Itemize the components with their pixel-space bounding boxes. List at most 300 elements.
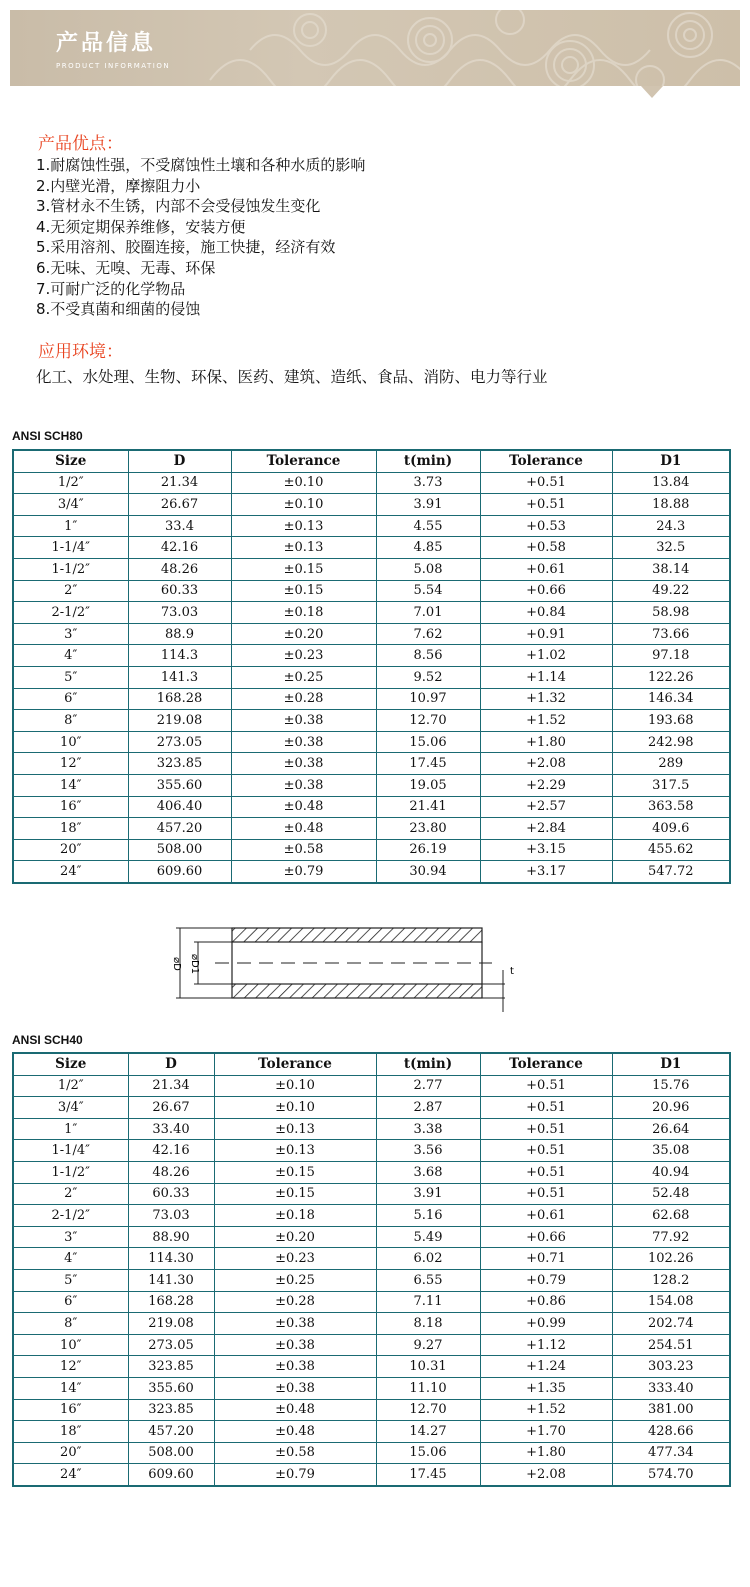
table-cell: 406.40 [128, 796, 231, 818]
table-cell: 3.38 [376, 1118, 480, 1140]
table-cell: 33.40 [128, 1118, 214, 1140]
table-row [13, 666, 730, 688]
table-row [13, 796, 730, 818]
table-cell: 457.20 [128, 818, 231, 840]
table-row [13, 645, 730, 667]
table-cell: +1.24 [480, 1356, 612, 1378]
table-cell: 16″ [13, 796, 128, 818]
table-cell: 219.08 [128, 1313, 214, 1335]
table-cell: 3.91 [376, 494, 480, 516]
table-cell: 114.3 [128, 645, 231, 667]
table-cell: +1.80 [480, 1442, 612, 1464]
table-cell: 254.51 [612, 1334, 730, 1356]
table-cell: 26.67 [128, 1097, 214, 1119]
table-cell: 2″ [13, 1183, 128, 1205]
table-cell: 42.16 [128, 1140, 214, 1162]
table-row [13, 1421, 730, 1443]
table-cell: 409.6 [612, 818, 730, 840]
table-cell: 547.72 [612, 861, 730, 883]
table-cell: ±0.28 [214, 1291, 376, 1313]
table-cell: 12.70 [376, 710, 480, 732]
table-cell: 38.14 [612, 558, 730, 580]
table-cell: +3.17 [480, 861, 612, 883]
table-cell: 141.3 [128, 666, 231, 688]
table-cell: 6.55 [376, 1269, 480, 1291]
table-cell: +0.53 [480, 515, 612, 537]
table-cell: 273.05 [128, 1334, 214, 1356]
table-cell: ±0.18 [231, 602, 376, 624]
table-cell: 1-1/2″ [13, 1161, 128, 1183]
table-cell: +2.08 [480, 1464, 612, 1486]
table-cell: ±0.25 [214, 1269, 376, 1291]
table-cell: 17.45 [376, 1464, 480, 1486]
table-row [13, 1291, 730, 1313]
table-cell: ±0.38 [231, 731, 376, 753]
table-cell: 574.70 [612, 1464, 730, 1486]
table-cell: 58.98 [612, 602, 730, 624]
table-cell: 477.34 [612, 1442, 730, 1464]
table-cell: +1.32 [480, 688, 612, 710]
table-cell: +0.58 [480, 537, 612, 559]
column-header: t(min) [376, 1053, 480, 1075]
table-cell: ±0.13 [214, 1140, 376, 1162]
table-cell: 168.28 [128, 1291, 214, 1313]
column-header: Size [13, 1053, 128, 1075]
table-cell: ±0.15 [231, 558, 376, 580]
table-cell: +0.66 [480, 1226, 612, 1248]
table-cell: 26.64 [612, 1118, 730, 1140]
table-cell: 102.26 [612, 1248, 730, 1270]
table-cell: 73.03 [128, 1205, 214, 1227]
page-subtitle: PRODUCT INFORMATION [56, 62, 171, 70]
list-item: 2.内壁光滑，摩擦阻力小 [36, 176, 201, 195]
table-cell: +1.35 [480, 1377, 612, 1399]
table-cell: 8.18 [376, 1313, 480, 1335]
table-row [13, 1161, 730, 1183]
table-cell: ±0.13 [231, 515, 376, 537]
table-cell: ±0.79 [231, 861, 376, 883]
table-cell: 12″ [13, 1356, 128, 1378]
table-cell: ±0.10 [214, 1097, 376, 1119]
table-row [13, 1097, 730, 1119]
table-cell: 4.85 [376, 537, 480, 559]
table-row [13, 688, 730, 710]
table-cell: 10″ [13, 1334, 128, 1356]
table-cell: 88.90 [128, 1226, 214, 1248]
table-cell: 1-1/2″ [13, 558, 128, 580]
table-cell: ±0.38 [214, 1334, 376, 1356]
table-cell: 32.5 [612, 537, 730, 559]
table-cell: 4″ [13, 645, 128, 667]
table-cell: 1/2″ [13, 1075, 128, 1097]
table-row [13, 1313, 730, 1335]
table-cell: +2.08 [480, 753, 612, 775]
table-cell: 23.80 [376, 818, 480, 840]
table-cell: 168.28 [128, 688, 231, 710]
table-cell: 2-1/2″ [13, 1205, 128, 1227]
table-cell: 10″ [13, 731, 128, 753]
table-row [13, 1399, 730, 1421]
table-row [13, 710, 730, 732]
table-cell: 1/2″ [13, 472, 128, 494]
table-cell: 24″ [13, 861, 128, 883]
table-cell: 7.01 [376, 602, 480, 624]
table-cell: 15.06 [376, 731, 480, 753]
table-cell: +0.51 [480, 1161, 612, 1183]
table-cell: 323.85 [128, 1356, 214, 1378]
table-cell: 323.85 [128, 1399, 214, 1421]
list-item: 3.管材永不生锈，内部不会受侵蚀发生变化 [36, 197, 321, 216]
list-item: 8.不受真菌和细菌的侵蚀 [36, 300, 201, 319]
table-cell: 60.33 [128, 1183, 214, 1205]
table-cell: +1.80 [480, 731, 612, 753]
table-row [13, 1205, 730, 1227]
table-cell: 48.26 [128, 1161, 214, 1183]
table-cell: ±0.23 [214, 1248, 376, 1270]
banner-notch [641, 86, 663, 98]
table-cell: 193.68 [612, 710, 730, 732]
column-header: Size [13, 450, 128, 472]
table-cell: 60.33 [128, 580, 231, 602]
header-banner [10, 10, 740, 86]
table-cell: 333.40 [612, 1377, 730, 1399]
table-cell: +0.84 [480, 602, 612, 624]
column-header: D1 [612, 1053, 730, 1075]
table-cell: 609.60 [128, 861, 231, 883]
table-cell: 3/4″ [13, 494, 128, 516]
table-cell: 7.62 [376, 623, 480, 645]
table-cell: +0.79 [480, 1269, 612, 1291]
table-cell: +2.57 [480, 796, 612, 818]
inner-diameter-label: ⌀D1 [189, 953, 200, 975]
table-cell: 21.41 [376, 796, 480, 818]
spec-table-sch80 [12, 449, 731, 884]
outer-diameter-label: ⌀D [171, 957, 182, 971]
table-cell: 273.05 [128, 731, 231, 753]
table-cell: 4″ [13, 1248, 128, 1270]
table-row [13, 515, 730, 537]
table-cell: ±0.38 [214, 1313, 376, 1335]
table-cell: ±0.38 [231, 753, 376, 775]
table-cell: 33.4 [128, 515, 231, 537]
table-cell: 97.18 [612, 645, 730, 667]
table-cell: 1″ [13, 515, 128, 537]
table-cell: ±0.20 [214, 1226, 376, 1248]
table-row [13, 818, 730, 840]
table-cell: 35.08 [612, 1140, 730, 1162]
table-cell: ±0.15 [214, 1183, 376, 1205]
table-cell: ±0.10 [214, 1075, 376, 1097]
table-cell: 3.73 [376, 472, 480, 494]
table-label-sch40: ANSI SCH40 [12, 1033, 83, 1047]
table-cell: 73.03 [128, 602, 231, 624]
table-cell: 52.48 [612, 1183, 730, 1205]
table-cell: 26.19 [376, 839, 480, 861]
table-row [13, 861, 730, 883]
table-row [13, 1248, 730, 1270]
application-title: 应用环境： [38, 342, 123, 362]
table-cell: 18.88 [612, 494, 730, 516]
table-cell: 508.00 [128, 839, 231, 861]
table-cell: 20″ [13, 1442, 128, 1464]
table-cell: 12″ [13, 753, 128, 775]
table-cell: 30.94 [376, 861, 480, 883]
table-cell: 21.34 [128, 1075, 214, 1097]
table-cell: ±0.18 [214, 1205, 376, 1227]
table-row [13, 623, 730, 645]
table-cell: +0.61 [480, 1205, 612, 1227]
table-cell: 40.94 [612, 1161, 730, 1183]
table-cell: 3.56 [376, 1140, 480, 1162]
table-cell: +1.52 [480, 710, 612, 732]
table-cell: +0.51 [480, 1118, 612, 1140]
table-row [13, 839, 730, 861]
column-header: Tolerance [480, 1053, 612, 1075]
advantages-title: 产品优点： [38, 134, 123, 154]
table-cell: 8″ [13, 710, 128, 732]
table-cell: 2-1/2″ [13, 602, 128, 624]
table-cell: 9.52 [376, 666, 480, 688]
table-cell: 14″ [13, 1377, 128, 1399]
table-cell: 20″ [13, 839, 128, 861]
table-cell: +0.51 [480, 1075, 612, 1097]
table-row [13, 1118, 730, 1140]
table-cell: ±0.48 [214, 1421, 376, 1443]
table-cell: 363.58 [612, 796, 730, 818]
table-cell: 8″ [13, 1313, 128, 1335]
table-cell: 77.92 [612, 1226, 730, 1248]
table-row [13, 580, 730, 602]
spec-table-sch40 [12, 1052, 731, 1487]
table-row [13, 1442, 730, 1464]
table-cell: 14″ [13, 774, 128, 796]
table-cell: 146.34 [612, 688, 730, 710]
table-cell: +0.51 [480, 472, 612, 494]
table-cell: ±0.10 [231, 494, 376, 516]
table-row [13, 1269, 730, 1291]
table-cell: 5.08 [376, 558, 480, 580]
table-cell: +3.15 [480, 839, 612, 861]
column-header: D [128, 450, 231, 472]
table-row [13, 558, 730, 580]
table-cell: 5″ [13, 666, 128, 688]
table-row [13, 1075, 730, 1097]
table-row [13, 1377, 730, 1399]
page-title: 产品信息 [56, 31, 157, 56]
table-cell: ±0.20 [231, 623, 376, 645]
table-cell: 317.5 [612, 774, 730, 796]
advantages-list [36, 155, 365, 320]
table-cell: 457.20 [128, 1421, 214, 1443]
table-cell: 1-1/4″ [13, 537, 128, 559]
table-cell: ±0.58 [214, 1442, 376, 1464]
table-cell: 19.05 [376, 774, 480, 796]
table-cell: 9.27 [376, 1334, 480, 1356]
table-cell: +0.51 [480, 1140, 612, 1162]
table-cell: 18″ [13, 1421, 128, 1443]
table-cell: ±0.79 [214, 1464, 376, 1486]
table-row [13, 494, 730, 516]
table-cell: +0.99 [480, 1313, 612, 1335]
table-cell: 323.85 [128, 753, 231, 775]
column-header: D [128, 1053, 214, 1075]
list-item: 7.可耐广泛的化学物品 [36, 279, 186, 298]
table-cell: 3.91 [376, 1183, 480, 1205]
column-header: Tolerance [231, 450, 376, 472]
list-item: 1.耐腐蚀性强，不受腐蚀性土壤和各种水质的影响 [36, 156, 366, 174]
table-row [13, 537, 730, 559]
table-row [13, 774, 730, 796]
table-row [13, 1226, 730, 1248]
table-cell: 15.06 [376, 1442, 480, 1464]
table-cell: 1-1/4″ [13, 1140, 128, 1162]
table-cell: +1.52 [480, 1399, 612, 1421]
table-cell: ±0.48 [231, 796, 376, 818]
table-cell: ±0.23 [231, 645, 376, 667]
table-row [13, 1464, 730, 1486]
table-cell: 355.60 [128, 1377, 214, 1399]
thickness-label: t [510, 966, 514, 977]
table-cell: 49.22 [612, 580, 730, 602]
table-cell: 11.10 [376, 1377, 480, 1399]
list-item: 6.无味、无嗅、无毒、环保 [36, 258, 216, 277]
table-cell: +0.61 [480, 558, 612, 580]
list-item: 5.采用溶剂、胶圈连接，施工快捷，经济有效 [36, 238, 336, 257]
table-cell: ±0.58 [231, 839, 376, 861]
table-cell: +1.02 [480, 645, 612, 667]
table-cell: 202.74 [612, 1313, 730, 1335]
table-cell: 14.27 [376, 1421, 480, 1443]
table-cell: ±0.28 [231, 688, 376, 710]
table-cell: 609.60 [128, 1464, 214, 1486]
table-cell: 154.08 [612, 1291, 730, 1313]
table-cell: 128.2 [612, 1269, 730, 1291]
table-row [13, 472, 730, 494]
table-cell: 26.67 [128, 494, 231, 516]
table-cell: ±0.15 [231, 580, 376, 602]
table-cell: 141.30 [128, 1269, 214, 1291]
table-cell: ±0.13 [214, 1118, 376, 1140]
table-cell: 289 [612, 753, 730, 775]
table-cell: +1.14 [480, 666, 612, 688]
table-cell: 42.16 [128, 537, 231, 559]
table-cell: 73.66 [612, 623, 730, 645]
table-cell: 428.66 [612, 1421, 730, 1443]
table-cell: 10.97 [376, 688, 480, 710]
column-header: D1 [612, 450, 730, 472]
table-row [13, 753, 730, 775]
table-cell: ±0.38 [214, 1356, 376, 1378]
table-cell: 5.49 [376, 1226, 480, 1248]
table-cell: 219.08 [128, 710, 231, 732]
table-cell: +1.12 [480, 1334, 612, 1356]
table-cell: 2″ [13, 580, 128, 602]
table-cell: 88.9 [128, 623, 231, 645]
application-text: 化工、水处理、生物、环保、医药、建筑、造纸、食品、消防、电力等行业 [36, 368, 548, 386]
table-cell: +0.91 [480, 623, 612, 645]
pipe-cross-section-diagram [160, 912, 520, 1024]
column-header: Tolerance [214, 1053, 376, 1075]
table-cell: +2.84 [480, 818, 612, 840]
table-cell: 12.70 [376, 1399, 480, 1421]
table-cell: 3″ [13, 623, 128, 645]
table-cell: ±0.38 [231, 774, 376, 796]
table-cell: 122.26 [612, 666, 730, 688]
table-cell: +1.70 [480, 1421, 612, 1443]
table-cell: ±0.48 [214, 1399, 376, 1421]
table-cell: 21.34 [128, 472, 231, 494]
table-cell: 17.45 [376, 753, 480, 775]
column-header: t(min) [376, 450, 480, 472]
table-cell: 6.02 [376, 1248, 480, 1270]
table-cell: 114.30 [128, 1248, 214, 1270]
table-cell: ±0.25 [231, 666, 376, 688]
table-cell: 7.11 [376, 1291, 480, 1313]
table-cell: 303.23 [612, 1356, 730, 1378]
table-cell: 18″ [13, 818, 128, 840]
table-row [13, 1356, 730, 1378]
table-cell: 24″ [13, 1464, 128, 1486]
table-cell: ±0.38 [231, 710, 376, 732]
table-cell: 15.76 [612, 1075, 730, 1097]
table-header-row [13, 450, 730, 472]
table-cell: +0.51 [480, 1097, 612, 1119]
column-header: Tolerance [480, 450, 612, 472]
table-cell: 5.16 [376, 1205, 480, 1227]
table-cell: +0.51 [480, 494, 612, 516]
table-cell: 381.00 [612, 1399, 730, 1421]
table-cell: 5.54 [376, 580, 480, 602]
table-cell: 455.62 [612, 839, 730, 861]
table-cell: 10.31 [376, 1356, 480, 1378]
table-cell: 2.87 [376, 1097, 480, 1119]
table-cell: ±0.10 [231, 472, 376, 494]
table-cell: 5″ [13, 1269, 128, 1291]
table-cell: 8.56 [376, 645, 480, 667]
table-row [13, 1334, 730, 1356]
table-cell: 1″ [13, 1118, 128, 1140]
table-cell: 48.26 [128, 558, 231, 580]
table-row [13, 602, 730, 624]
table-cell: 24.3 [612, 515, 730, 537]
table-cell: 20.96 [612, 1097, 730, 1119]
table-cell: ±0.48 [231, 818, 376, 840]
table-cell: ±0.38 [214, 1377, 376, 1399]
list-item: 4.无须定期保养维修，安装方便 [36, 217, 246, 236]
table-row [13, 1183, 730, 1205]
table-cell: 355.60 [128, 774, 231, 796]
table-cell: +0.71 [480, 1248, 612, 1270]
table-cell: 3/4″ [13, 1097, 128, 1119]
table-header-row [13, 1053, 730, 1075]
table-cell: 242.98 [612, 731, 730, 753]
table-row [13, 731, 730, 753]
table-cell: 3.68 [376, 1161, 480, 1183]
table-cell: 2.77 [376, 1075, 480, 1097]
table-cell: 508.00 [128, 1442, 214, 1464]
table-row [13, 1140, 730, 1162]
table-cell: 4.55 [376, 515, 480, 537]
table-cell: ±0.13 [231, 537, 376, 559]
table-cell: 62.68 [612, 1205, 730, 1227]
table-cell: 13.84 [612, 472, 730, 494]
table-cell: 6″ [13, 688, 128, 710]
table-cell: 16″ [13, 1399, 128, 1421]
table-cell: +0.66 [480, 580, 612, 602]
table-cell: +0.51 [480, 1183, 612, 1205]
table-cell: +2.29 [480, 774, 612, 796]
table-cell: ±0.15 [214, 1161, 376, 1183]
